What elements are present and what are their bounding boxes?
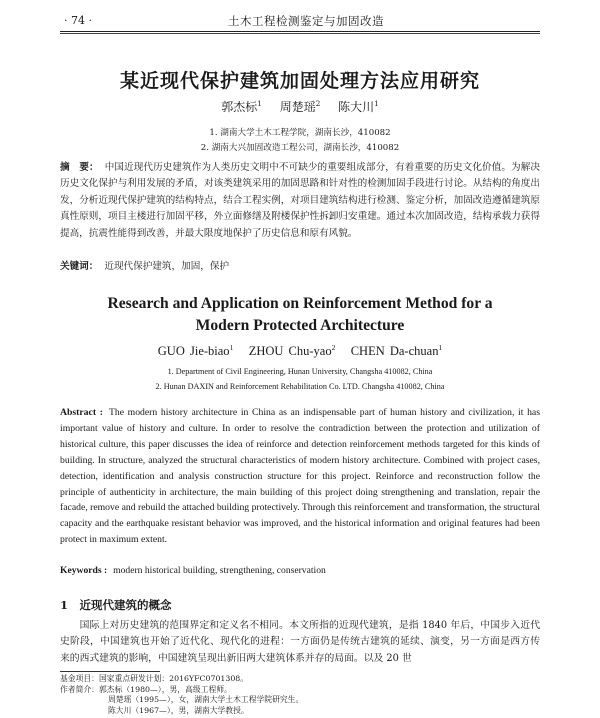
cn-abstract-text: 中国近现代历史建筑作为人类历史文明中不可缺少的重要组成部分，有着重要的历史文化价值。为解决历史文化保护与利用发展的矛盾，对该类建筑采用的加固思路和针对性的检测加固手段进行讨论。从结构的角度出发，分析近现代保护建筑的结构特点，结合工程实例，对项目建筑结构进行检测、鉴定分析，加固改造遵循建筑原真性原则，项目主楼进行加固平移，外立面修缮及附楼保护性拆卸归安重建。通过本次加固改造，结构承载力获得提高，抗震性能得到改善，并最大限度地保护了历史信息和原有风貌。	[60, 162, 541, 239]
cn-author: 周楚瑶$^2$	[279, 99, 321, 114]
cn-abstract-label: 摘 要：	[60, 162, 99, 173]
footnote-rule	[60, 671, 160, 672]
en-keywords-text: modern historical building, strengthening, conservation	[113, 565, 326, 576]
cn-author: 郭杰标$^1$	[221, 99, 262, 114]
en-author: GUO Jie-biao$^1$	[157, 343, 234, 359]
footnote-funding: 基金项目：国家重点研发计划：2016YFC0701308。	[60, 674, 249, 683]
section-heading: 1 近现代建筑的概念	[60, 598, 172, 612]
en-authors	[0, 343, 600, 359]
footnote-author-1: 作者简介：郭杰标（1980—），男，高级工程师。	[60, 684, 232, 694]
en-affiliation-1: 1. Department of Civil Engineering, Hunan University, Changsha 410082, China	[167, 367, 433, 376]
cn-affiliation-1: 1. 湖南大学土木工程学院，湖南长沙，410082	[209, 128, 391, 138]
page-number: · 74 ·	[64, 14, 92, 27]
en-author: ZHOU Chu-yao$^2$	[248, 343, 336, 359]
footnote-author-3: 陈大川（1967—），男，湖南大学教授。	[108, 705, 249, 715]
en-keywords	[60, 565, 326, 576]
en-title-line2: Modern Protected Architecture	[195, 317, 405, 334]
footnote-author-2: 周楚瑶（1995—），女，湖南大学土木工程学院研究生。	[108, 695, 304, 705]
journal-title: 土木工程检测鉴定与加固改造	[228, 14, 384, 28]
cn-keywords-text: 近现代保护建筑，加固，保护	[104, 261, 230, 272]
section-paragraph: 国际上对历史建筑的范围界定和定义名不相同。本文所指的近现代建筑，是指 1840 年后，中国步入近代史阶段，中国建筑也开始了近代化、现代化的进程：一方面仍是传统古建筑的延续、演变，另一方面是西方传来的西式建筑的影响，中国建筑呈现出新旧两大建筑体系并存的局面。以及 20 世	[60, 620, 540, 664]
en-abstract-label: Abstract :	[60, 407, 103, 418]
en-abstract	[60, 405, 540, 548]
en-author: CHEN Da-chuan$^1$	[350, 343, 443, 359]
en-title	[0, 293, 600, 337]
cn-abstract	[60, 160, 540, 242]
cn-title: 某近现代保护建筑加固处理方法应用研究	[119, 70, 480, 92]
en-title-line1: Research and Application on Reinforcement Method for a	[107, 295, 493, 312]
cn-keywords	[60, 258, 229, 272]
header-rule-thin	[60, 33, 540, 34]
en-keywords-label: Keywords :	[60, 565, 108, 576]
cn-author: 陈大川$^1$	[338, 99, 379, 114]
en-abstract-text: The modern history architecture in China as an indispensable part of human history and civilization, it has important value of history and culture. In order to resolve the contradiction between the protection and utilization of historical culture, this paper discusses the idea of reinforce and detection reinforcement methods targeted for this kinds of building. In structure, analyzed the structural characteristics of modern history architecture. Combined with project cases, detection, identification and analysis construction structure for this project. Reinforce and reconstruction follow the principle of authenticity in architecture, the main building of this project doing strengthening and translation, repair the facade, remove and rebuild the attached building protectively. Through this reinforcement and transformation, the structural capacity and the earthquake resistant behavior was improved, and the historical information and original features had been protect in maximum extent.	[60, 407, 540, 546]
footnotes	[60, 674, 303, 716]
cn-affiliation-2: 2. 湖南大兴加固改造工程公司，湖南长沙，410082	[200, 143, 400, 153]
header-rule	[60, 31, 540, 32]
cn-keywords-label: 关键词：	[60, 261, 99, 272]
en-affiliation-2: 2. Hunan DAXIN and Reinforcement Rehabilitation Co. LTD. Changsha 410082, China	[155, 382, 445, 391]
cn-authors	[0, 98, 600, 115]
